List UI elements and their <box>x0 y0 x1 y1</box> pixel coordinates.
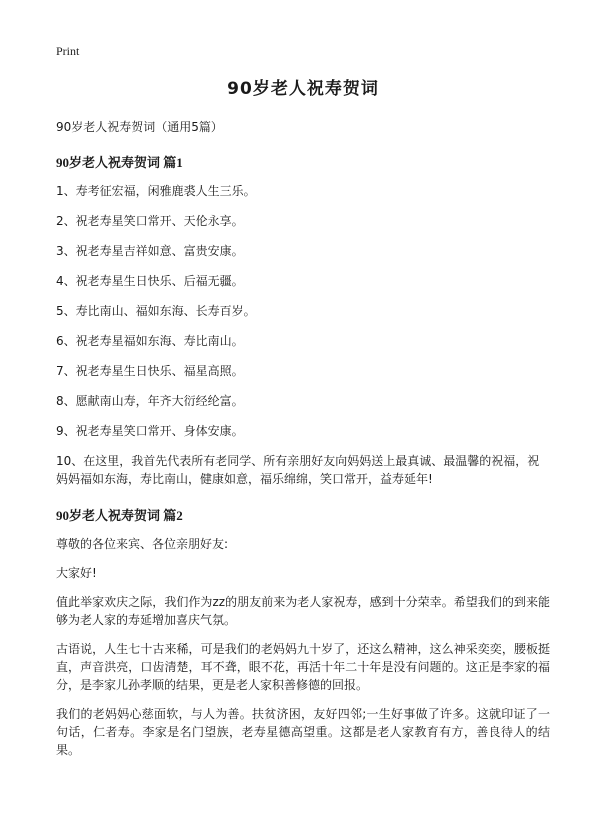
document-body <box>56 72 550 759</box>
paragraph: 古语说，人生七十古来稀，可是我们的老妈妈九十岁了，还这么精神，这么神采奕奕，腰板挺直，声音洪亮，口齿清楚，耳不聋，眼不花，再活十年二十年是没有问题的。这正是李家的福分，是李家儿孙孝顺的结果，更是老人家积善修德的回报。 <box>56 642 550 692</box>
paragraph: 尊敬的各位来宾、各位亲朋好友: <box>56 537 229 551</box>
paragraph: 值此举家欢庆之际，我们作为zz的朋友前来为老人家祝寿，感到十分荣幸。希望我们的到来能够为老人家的寿延增加喜庆气氛。 <box>56 595 550 627</box>
list-item: 6、祝老寿星福如东海、寿比南山。 <box>56 334 244 348</box>
document-title: 90岁老人祝寿贺词 <box>227 79 379 99</box>
list-item: 7、祝老寿星生日快乐、福星高照。 <box>56 364 244 378</box>
list-item: 3、祝老寿星吉祥如意、富贵安康。 <box>56 244 244 258</box>
list-item: 2、祝老寿星笑口常开、天伦永享。 <box>56 214 244 228</box>
document-subtitle: 90岁老人祝寿贺词（通用5篇） <box>56 120 223 134</box>
list-item: 9、祝老寿星笑口常开、身体安康。 <box>56 424 244 438</box>
paragraph: 大家好! <box>56 566 97 580</box>
list-item: 5、寿比南山、福如东海、长寿百岁。 <box>56 304 256 318</box>
paragraph: 我们的老妈妈心慈面软，与人为善。扶贫济困，友好四邻;一生好事做了许多。这就印证了一句话，仁者寿。李家是名门望族，老寿星德高望重。这都是老人家教育有方，善良待人的结果。 <box>56 707 550 757</box>
list-item: 10、在这里，我首先代表所有老同学、所有亲朋好友向妈妈送上最真诚、最温馨的祝福，祝妈妈福如东海，寿比南山，健康如意，福乐绵绵，笑口常开，益寿延年! <box>56 454 540 486</box>
list-item: 4、祝老寿星生日快乐、后福无疆。 <box>56 274 244 288</box>
print-link[interactable]: Print <box>56 44 80 58</box>
section-1-heading: 90岁老人祝寿贺词 篇1 <box>56 155 183 170</box>
list-item: 1、寿考征宏福，闲雅鹿裘人生三乐。 <box>56 184 256 198</box>
section-2-heading: 90岁老人祝寿贺词 篇2 <box>56 508 183 523</box>
section-1-list <box>56 182 550 488</box>
section-2 <box>56 505 550 759</box>
section-1 <box>56 152 550 488</box>
list-item: 8、愿献南山寿，年齐大衍经纶富。 <box>56 394 244 408</box>
